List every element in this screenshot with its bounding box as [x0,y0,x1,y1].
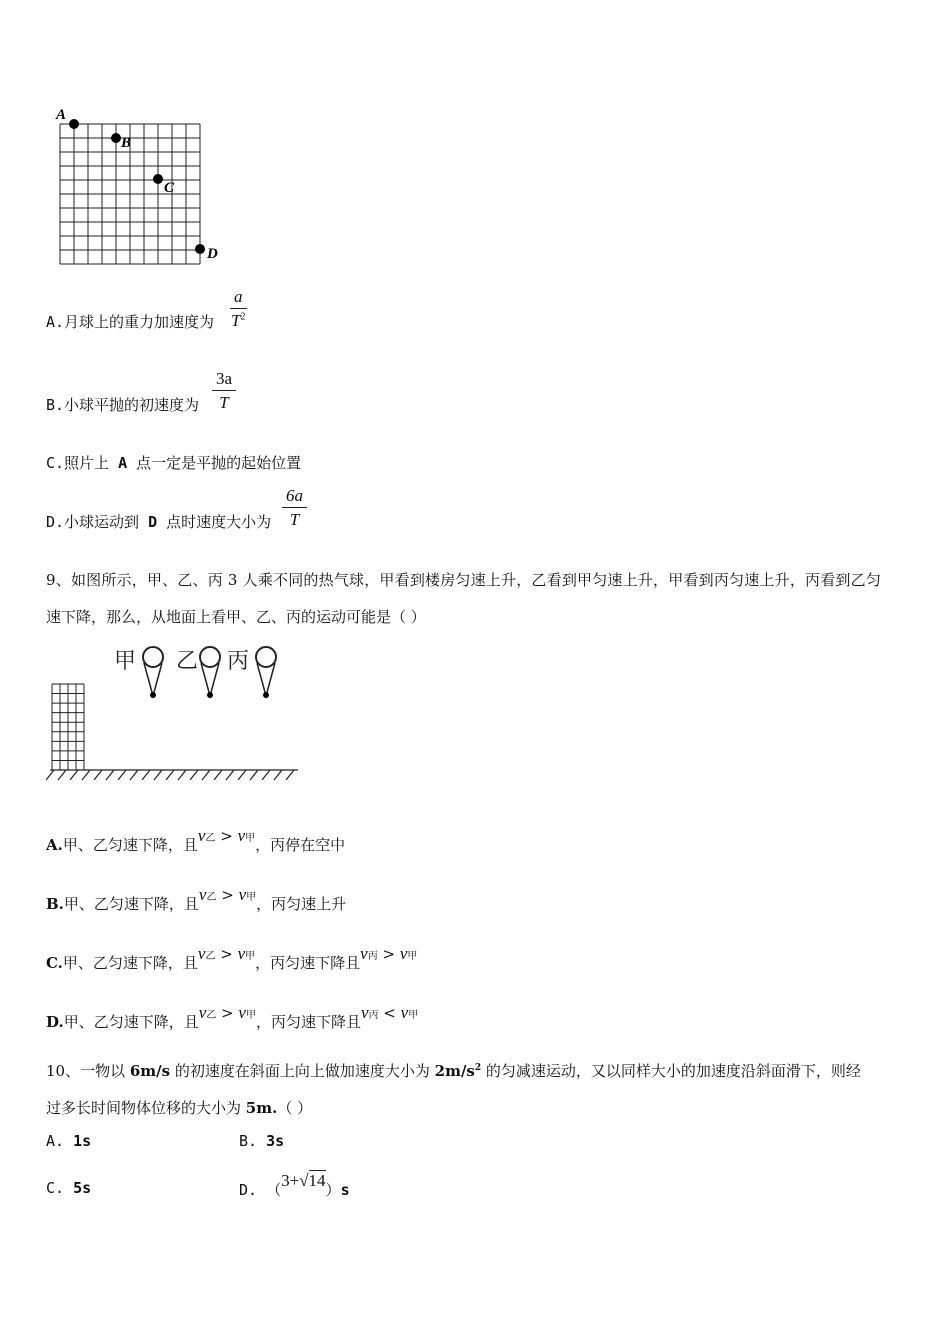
q10-stem-line-1: 10、一物以 6m/s 的初速度在斜面上向上做加速度大小为 $2m/s^2$ 的匀减速运动，又以同样大小的加速度沿斜面滑下，则经 [46,1062,861,1080]
balloon-figure [46,636,306,786]
q8-option-b [46,394,199,415]
balloon-yi-label: 乙 [176,649,199,674]
fraction-denominator: T [289,510,300,529]
fraction-numerator: 3a [212,370,236,391]
q9-option-a: A.甲、乙匀速下降，且v乙 > v甲，丙停在空中 [46,826,346,854]
balloon-jia-label: 甲 [114,649,137,674]
q8-option-b-text: B.小球平抛的初速度为 [46,396,200,414]
q8-option-d-fraction [282,487,307,528]
point-b [111,133,131,151]
q8-option-a-fraction [230,288,247,329]
point-b-label: B [121,135,132,151]
sqrt-symbol: √ [299,1171,309,1190]
q8-option-a [46,311,214,332]
grid-figure [48,100,228,270]
point-ref-d: D [148,513,158,531]
balloon-bing [227,647,276,698]
balloon-jia [114,647,163,698]
q9-stem-line-1: 9、如图所示，甲、乙、丙 3 人乘不同的热气球，甲看到楼房匀速上升，乙看到甲匀速上升，甲看到丙匀速上升，丙看到乙匀 [46,571,882,589]
q8-option-d: D.小球运动到 D 点时速度大小为 [46,513,272,531]
q10-option-c: C. 5s [46,1179,92,1197]
fraction-numerator: a [230,288,247,309]
q9-option-d: D.甲、乙匀速下降，且v乙 > v甲，丙匀速下降且v丙 < v甲 [46,1003,419,1031]
q9-option-b: B.甲、乙匀速下降，且v乙 > v甲，丙匀速上升 [46,885,347,913]
q10-stem-line-2: 过多长时间物体位移的大小为 5m.（ ） [46,1099,313,1117]
q10-option-d: D. （3+√14）s [239,1171,350,1199]
point-c-label: C [164,180,175,196]
point-ref-a: A [118,454,128,472]
point-a-label: A [56,107,67,123]
ground [46,770,298,780]
q10-option-b: B. 3s [239,1132,285,1150]
point-d [195,244,218,262]
fraction-numerator: 6a [282,487,307,508]
fraction-denominator: T [219,393,229,412]
balloon-yi [176,647,220,698]
q9-stem-line-2: 速下降，那么，从地面上看甲、乙、丙的运动可能是（ ） [46,608,426,626]
point-d-label: D [207,246,218,262]
q8-option-a-text: A.月球上的重力加速度为 [46,313,215,331]
fraction-denominator: $T^2$ [231,311,246,330]
balloon-bing-label: 丙 [227,649,250,674]
point-a [55,107,79,129]
building [52,684,84,770]
q8-option-b-fraction [212,370,236,411]
q10-option-a: A. 1s [46,1132,92,1150]
q8-option-c: C.照片上 A 点一定是平抛的起始位置 [46,454,302,472]
q9-option-c: C.甲、乙匀速下降，且v乙 > v甲，丙匀速下降且v丙 > v甲 [46,944,418,972]
